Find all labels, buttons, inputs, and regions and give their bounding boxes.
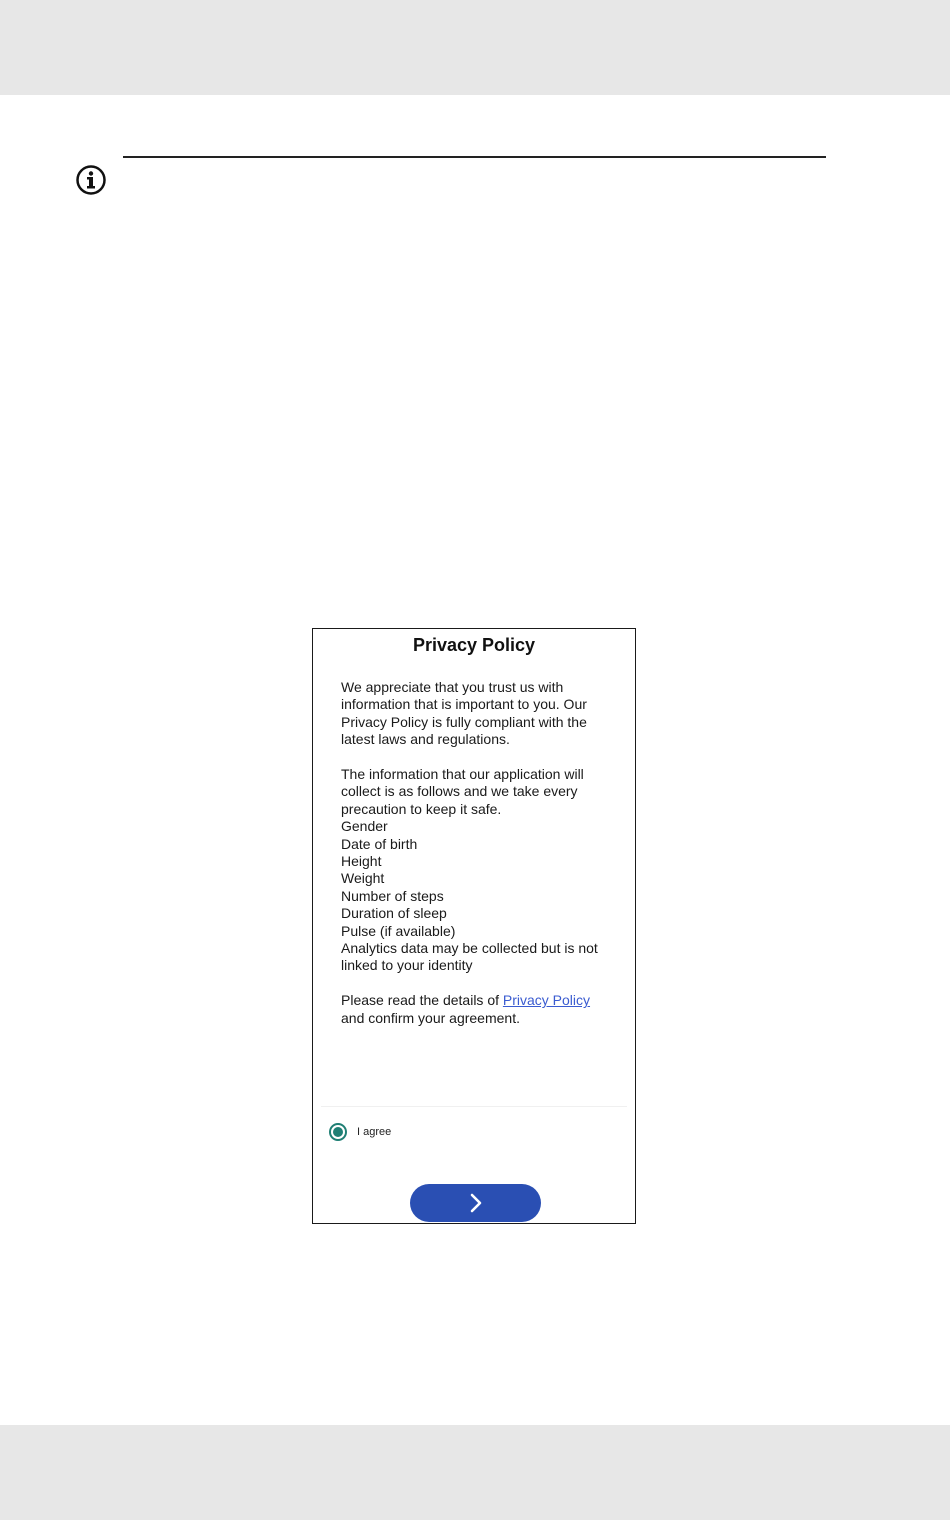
details-prefix: Please read the details of <box>341 992 503 1009</box>
details-paragraph <box>341 992 613 1009</box>
list-item: Pulse (if available) <box>341 922 456 939</box>
info-icon <box>75 164 107 196</box>
paragraph-gap <box>341 749 613 766</box>
privacy-policy-link[interactable]: Privacy Policy <box>502 992 591 1009</box>
next-button[interactable] <box>410 1184 541 1222</box>
list-item: Date of birth <box>341 835 418 852</box>
policy-text <box>341 679 613 1027</box>
collect-paragraph: The information that our application will collect is as follows and we take every precaution to keep it safe. <box>341 766 584 817</box>
agree-label: I agree <box>357 1126 392 1138</box>
page-title: Privacy Policy <box>412 635 536 655</box>
bottom-band <box>0 1425 950 1520</box>
top-band <box>0 0 950 95</box>
divider <box>321 1106 627 1107</box>
phone-screen <box>312 628 636 1224</box>
paragraph-gap <box>341 975 613 992</box>
agree-radio[interactable] <box>329 1123 347 1141</box>
radio-selected-dot <box>333 1127 343 1137</box>
list-item: Number of steps <box>341 887 444 904</box>
intro-paragraph: We appreciate that you trust us with information that is important to you. Our Privacy Policy is fully compliant with the latest laws and regulations. <box>341 679 587 748</box>
list-item: Height <box>341 853 382 870</box>
agree-option[interactable] <box>329 1123 391 1141</box>
details-suffix: and confirm your agreement. <box>341 1009 520 1026</box>
collected-data-list <box>341 818 613 975</box>
list-item: Weight <box>341 870 385 887</box>
list-item: Analytics data may be collected but is not linked to your identity <box>341 940 598 974</box>
chevron-right-icon <box>469 1193 483 1213</box>
header-rule <box>123 156 826 158</box>
list-item: Gender <box>341 818 388 835</box>
list-item: Duration of sleep <box>341 905 447 922</box>
